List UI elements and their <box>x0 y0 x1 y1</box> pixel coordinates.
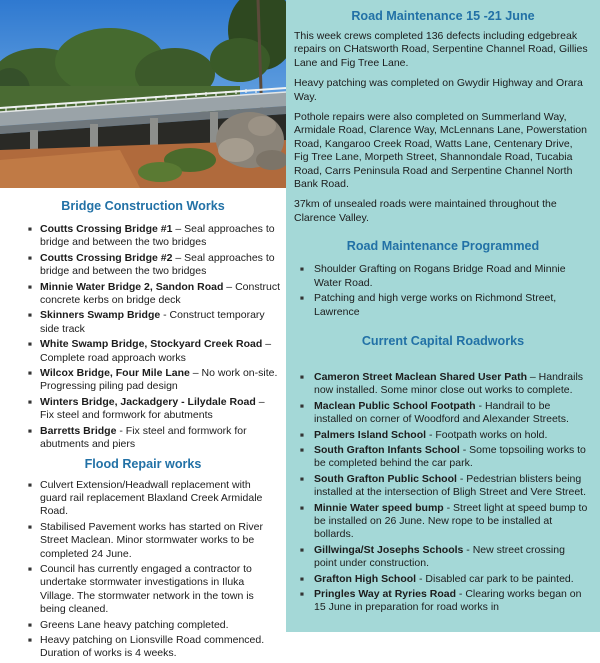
road-maintenance-paragraph: Pothole repairs were also completed on Summerland Way, Armidale Road, Clarence Way, McLennans Lane, Powerstation Road, Kangaroo Creek Road, Watts Lane, Centenary Drive, Fig Tree Lane, Morpeth Street, Shannondale Road, Tucabia Road, Carrs Peninsula Road and Serpentine Channel North Bank Road. <box>294 111 587 191</box>
list-item: ■ Pringles Way at Ryries Road - Clearing works began on 15 June in preparation for road works in <box>286 588 600 615</box>
list-item: ■ Wilcox Bridge, Four Mile Lane – No work on-site. Progressing piling pad design <box>0 367 286 394</box>
list-item: ■ Patching and high verge works on Richmond Street, Lawrence <box>286 292 600 319</box>
list-item: ■ Minnie Water Bridge 2, Sandon Road – Construct concrete kerbs on bridge deck <box>0 281 286 308</box>
list-item: ■ Barretts Bridge - Fix steel and formwork for abutments and piers <box>0 425 286 452</box>
list-item: ■ Cameron Street Maclean Shared User Path – Handrails now installed. Some minor close out works to complete. <box>286 371 600 398</box>
list-item: ■ Skinners Swamp Bridge - Construct temporary side track <box>0 309 286 336</box>
list-item: ■ Council has currently engaged a contractor to undertake stormwater investigations in Iluka Village. The stormwater network in the town is being cleaned. <box>0 563 286 617</box>
list-item: ■ Culvert Extension/Headwall replacement with guard rail replacement Blaxland Creek Armidale Road. <box>0 479 286 519</box>
list-item: ■ Grafton High School - Disabled car park to be painted. <box>286 573 600 586</box>
list-item: ■ White Swamp Bridge, Stockyard Creek Road – Complete road approach works <box>0 338 286 365</box>
road-maintenance-paragraph: 37km of unsealed roads were maintained throughout the Clarence Valley. <box>294 198 557 224</box>
left-content <box>0 194 286 663</box>
list-item: ■ Minnie Water speed bump - Street light at speed bump to be installed on 26 June. New rope to be installed at bollards. <box>286 502 600 542</box>
bridge-construction-heading: Bridge Construction Works <box>61 199 225 213</box>
list-item: ■ South Grafton Infants School - Some topsoiling works to be completed behind the car park. <box>286 444 600 471</box>
flood-repair-heading: Flood Repair works <box>84 456 202 471</box>
list-item: ■ Shoulder Grafting on Rogans Bridge Road and Minnie Water Road. <box>286 263 600 290</box>
road-maintenance-paragraph: Heavy patching was completed on Gwydir Highway and Orara Way. <box>294 77 583 103</box>
bridge-photo <box>0 0 286 188</box>
flood-repair-list <box>0 479 286 661</box>
road-maintenance-programmed-heading: Road Maintenance Programmed <box>346 239 540 254</box>
list-item: ■ Palmers Island School - Footpath works on hold. <box>286 429 600 442</box>
left-column <box>0 0 286 660</box>
capital-roadworks-heading: Current Capital Roadworks <box>361 333 525 348</box>
list-item: ■ Greens Lane heavy patching completed. <box>0 619 286 632</box>
road-maintenance-paragraph: This week crews completed 136 defects including edgebreak repairs on CHatsworth Road, Serpentine Channel Road, Gillies Lane and Fig Tree Lane. <box>294 30 588 69</box>
bridge-construction-list <box>0 223 286 452</box>
list-item: ■ Stabilised Pavement works has started on River Street Maclean. Minor stormwater works to be completed 24 June. <box>0 521 286 561</box>
road-maintenance-heading: Road Maintenance 15 -21 June <box>351 9 535 23</box>
list-item: ■ Coutts Crossing Bridge #1 – Seal approaches to bridge and between the two bridges <box>0 223 286 250</box>
list-item: ■ South Grafton Public School - Pedestrian blisters being installed at the intersection of Bligh Street and Vere Street. <box>286 473 600 500</box>
list-item: ■ Maclean Public School Footpath - Handrail to be installed on corner of Woodford and Alexander Streets. <box>286 400 600 427</box>
list-item: ■ Coutts Crossing Bridge #2 – Seal approaches to bridge and between the two bridges <box>0 252 286 279</box>
list-item: ■ Heavy patching on Lionsville Road commenced. Duration of works is 4 weeks. <box>0 634 286 661</box>
capital-roadworks-list <box>286 371 600 615</box>
list-item: ■ Gillwinga/St Josephs Schools - New street crossing point under construction. <box>286 544 600 571</box>
list-item: ■ Winters Bridge, Jackadgery - Lilydale Road – Fix steel and formwork for abutments <box>0 396 286 423</box>
road-maintenance-programmed-list <box>286 263 600 319</box>
right-column <box>286 0 600 632</box>
